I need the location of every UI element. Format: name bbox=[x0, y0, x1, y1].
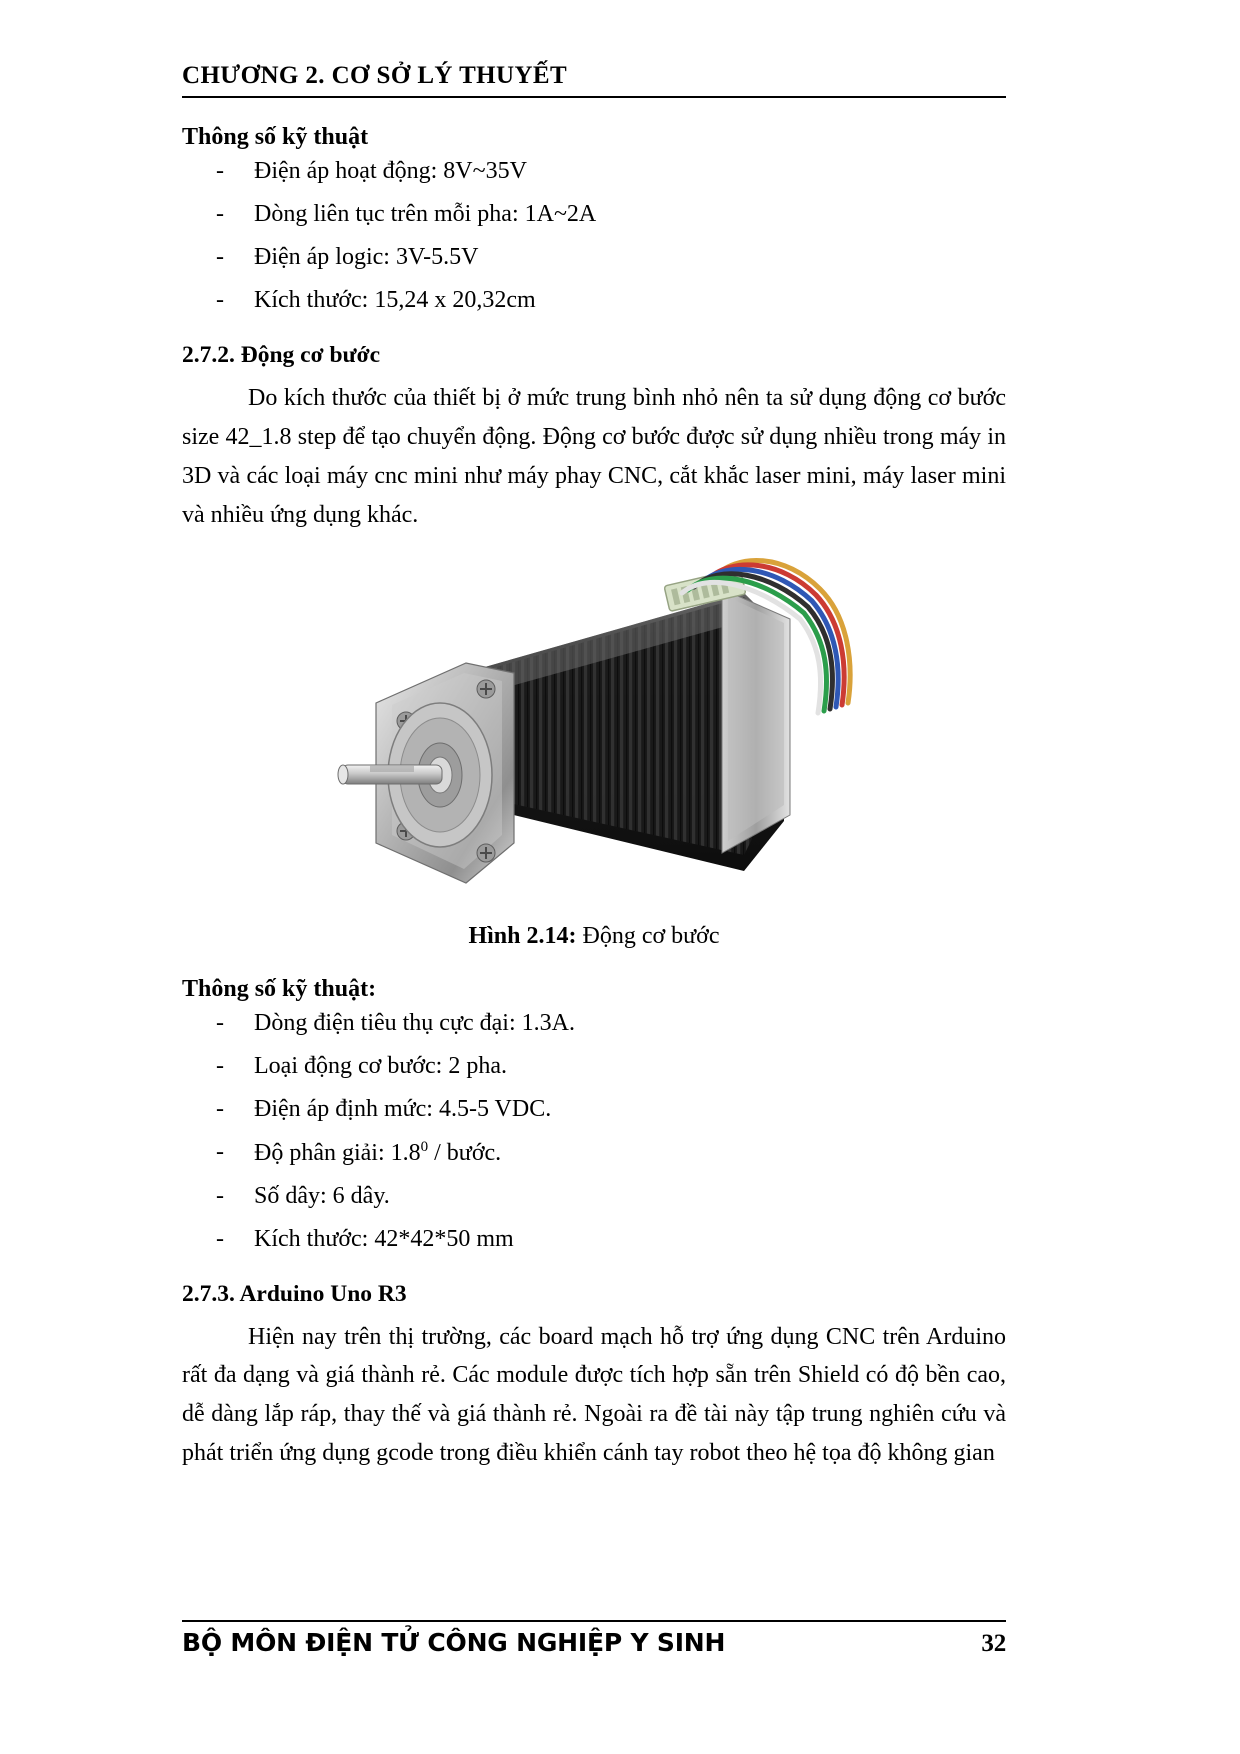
list-item bbox=[182, 288, 1006, 312]
section-heading-2-7-3: 2.7.3. Arduino Uno R3 bbox=[182, 1280, 407, 1307]
list-item bbox=[182, 202, 1006, 226]
dash-bullet-icon: - bbox=[216, 1138, 224, 1165]
list-item-text: Điện áp hoạt động: 8V~35V bbox=[254, 158, 527, 184]
figure-caption bbox=[182, 923, 1006, 950]
specs-heading-1: Thông số kỹ thuật bbox=[182, 124, 369, 150]
degree-superscript: 0 bbox=[420, 1138, 429, 1155]
list-item-text: Dòng điện tiêu thụ cực đại: 1.3A. bbox=[254, 1009, 575, 1036]
dash-bullet-icon: - bbox=[216, 1225, 224, 1252]
figure-caption-text: Động cơ bước bbox=[582, 922, 720, 949]
list-item bbox=[182, 159, 1006, 183]
list-item-text: Số dây: 6 dây. bbox=[254, 1182, 390, 1209]
list-item-text: Điện áp định mức: 4.5-5 VDC. bbox=[254, 1095, 552, 1122]
list-item-text: Kích thước: 42*42*50 mm bbox=[254, 1225, 514, 1252]
list-item bbox=[182, 1011, 1006, 1035]
dash-bullet-icon: - bbox=[216, 1009, 224, 1036]
specs-list-1 bbox=[182, 159, 1006, 312]
dash-bullet-icon: - bbox=[216, 1052, 224, 1079]
figure-label: Hình 2.14: bbox=[468, 922, 577, 949]
footer-page-number: 32 bbox=[981, 1630, 1006, 1657]
list-item bbox=[182, 1054, 1006, 1078]
stepper-motor-photo bbox=[314, 553, 874, 913]
dash-bullet-icon: - bbox=[216, 158, 224, 184]
dash-bullet-icon: - bbox=[216, 201, 224, 227]
list-item-text: Độ phân giải: 1.8 bbox=[254, 1139, 421, 1166]
dash-bullet-icon: - bbox=[216, 1095, 224, 1122]
list-item bbox=[182, 1140, 1006, 1165]
list-item bbox=[182, 1097, 1006, 1121]
footer-department: BỘ MÔN ĐIỆN TỬ CÔNG NGHIỆP Y SINH bbox=[182, 1628, 726, 1657]
list-item-text-tail: / bước. bbox=[428, 1139, 502, 1166]
list-item-text: Điện áp logic: 3V-5.5V bbox=[254, 244, 479, 270]
list-item-text: Kích thước: 15,24 x 20,32cm bbox=[254, 287, 536, 313]
list-item bbox=[182, 245, 1006, 269]
dash-bullet-icon: - bbox=[216, 1182, 224, 1209]
dash-bullet-icon: - bbox=[216, 287, 224, 313]
list-item bbox=[182, 1184, 1006, 1208]
specs-heading-2: Thông số kỹ thuật: bbox=[182, 975, 377, 1002]
page-content bbox=[182, 62, 1006, 1473]
page-footer bbox=[182, 1620, 1006, 1658]
section-heading-2-7-2: 2.7.2. Động cơ bước bbox=[182, 342, 381, 368]
paragraph-2-7-2: Do kích thước của thiết bị ở mức trung bình nhỏ nên ta sử dụng động cơ bước size 42_1.8 step để tạo chuyển động. Động cơ bước được sử dụng nhiều trong máy in 3D và các loại máy cnc mini như máy phay CNC, cắt khắc laser mini, máy laser mini và nhiều ứng dụng khác. bbox=[182, 385, 1006, 528]
running-head: CHƯƠNG 2. CƠ SỞ LÝ THUYẾT bbox=[182, 62, 1006, 98]
paragraph-2-7-3: Hiện nay trên thị trường, các board mạch hỗ trợ ứng dụng CNC trên Arduino rất đa dạng và giá thành rẻ. Các module được tích hợp sẵn trên Shield có độ bền cao, dễ dàng lắp ráp, thay thế và giá thành rẻ. Ngoài ra đề tài này tập trung nghiên cứu và phát triển ứng dụng gcode trong điều khiển cánh tay robot theo hệ tọa độ không gian bbox=[182, 1323, 1006, 1467]
list-item-text: Loại động cơ bước: 2 pha. bbox=[254, 1052, 507, 1079]
list-item-text: Dòng liên tục trên mỗi pha: 1A~2A bbox=[254, 201, 597, 227]
list-item bbox=[182, 1227, 1006, 1251]
dash-bullet-icon: - bbox=[216, 244, 224, 270]
specs-list-2 bbox=[182, 1011, 1006, 1251]
figure-2-14 bbox=[182, 553, 1006, 950]
